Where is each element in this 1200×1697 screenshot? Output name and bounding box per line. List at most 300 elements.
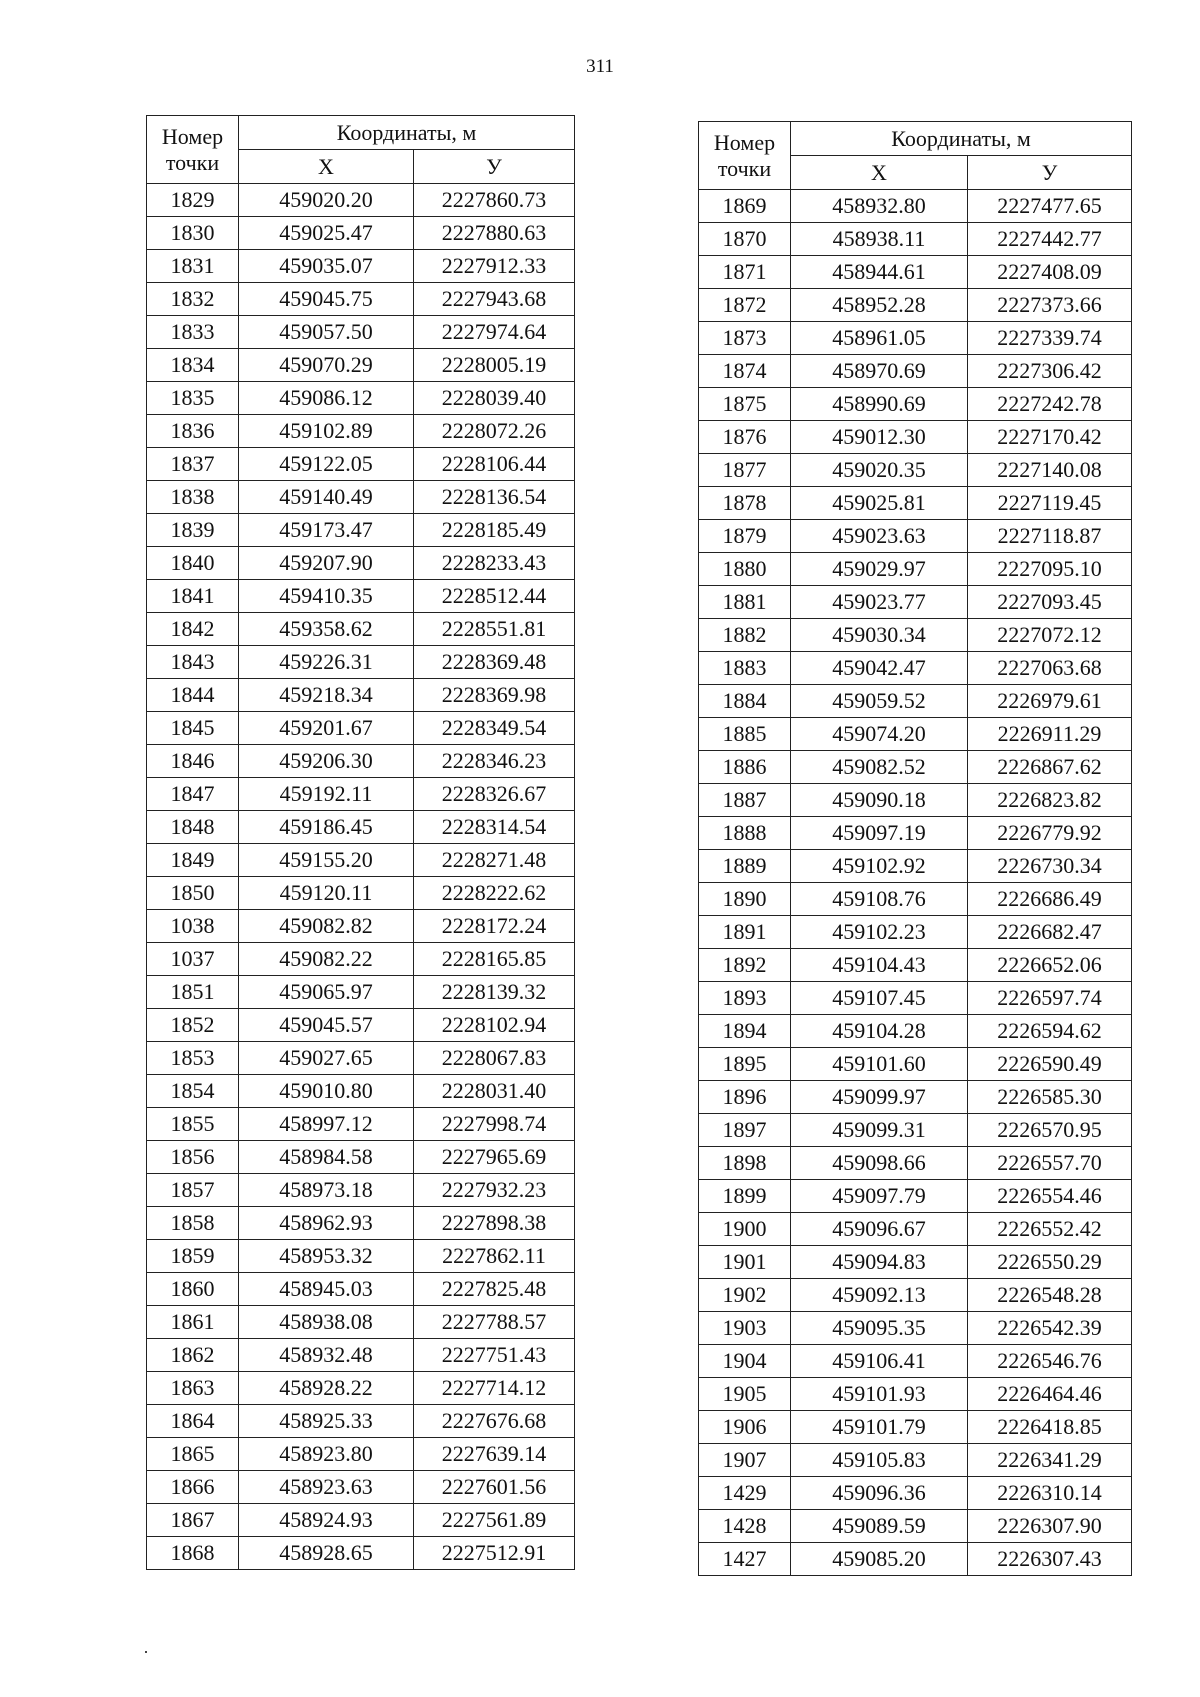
table-row (147, 613, 575, 646)
y-coordinate-cell: 2227912.33 (414, 250, 575, 283)
y-coordinate-cell: 2227639.14 (414, 1438, 575, 1471)
y-coordinate-cell: 2226310.14 (968, 1477, 1132, 1510)
x-coordinate-cell: 458923.80 (239, 1438, 414, 1471)
point-number-cell: 1877 (699, 454, 791, 487)
x-coordinate-cell: 459107.45 (791, 982, 968, 1015)
point-number-cell: 1892 (699, 949, 791, 982)
y-coordinate-cell: 2228005.19 (414, 349, 575, 382)
point-number-cell: 1902 (699, 1279, 791, 1312)
y-coordinate-cell: 2226682.47 (968, 916, 1132, 949)
point-number-cell: 1855 (147, 1108, 239, 1141)
y-coordinate-cell: 2227072.12 (968, 619, 1132, 652)
coordinates-header: Координаты, м (791, 122, 1132, 156)
y-coordinate-cell: 2226542.39 (968, 1312, 1132, 1345)
point-number-cell: 1868 (147, 1537, 239, 1570)
x-coordinate-cell: 459140.49 (239, 481, 414, 514)
point-number-cell: 1901 (699, 1246, 791, 1279)
table-row (699, 454, 1132, 487)
point-number-cell: 1857 (147, 1174, 239, 1207)
point-number-cell: 1898 (699, 1147, 791, 1180)
table-row (699, 1444, 1132, 1477)
y-coordinate-cell: 2227860.73 (414, 184, 575, 217)
y-coordinate-cell: 2226779.92 (968, 817, 1132, 850)
y-coordinate-cell: 2226341.29 (968, 1444, 1132, 1477)
x-coordinate-cell: 459173.47 (239, 514, 414, 547)
point-number-cell: 1883 (699, 652, 791, 685)
x-column-header: Х (239, 150, 414, 184)
table-row (699, 685, 1132, 718)
point-number-cell: 1896 (699, 1081, 791, 1114)
x-coordinate-cell: 458932.80 (791, 190, 968, 223)
table-row (147, 1207, 575, 1240)
x-coordinate-cell: 459102.92 (791, 850, 968, 883)
y-coordinate-cell: 2228271.48 (414, 844, 575, 877)
point-number-cell: 1038 (147, 910, 239, 943)
x-coordinate-cell: 459098.66 (791, 1147, 968, 1180)
table-row (699, 883, 1132, 916)
x-coordinate-cell: 459101.79 (791, 1411, 968, 1444)
table-row (699, 1510, 1132, 1543)
point-number-cell: 1856 (147, 1141, 239, 1174)
x-coordinate-cell: 459082.52 (791, 751, 968, 784)
point-number-cell: 1893 (699, 982, 791, 1015)
y-coordinate-cell: 2228369.48 (414, 646, 575, 679)
table-row (147, 1537, 575, 1570)
table-row (699, 421, 1132, 454)
y-coordinate-cell: 2228139.32 (414, 976, 575, 1009)
y-coordinate-cell: 2226730.34 (968, 850, 1132, 883)
point-number-cell: 1897 (699, 1114, 791, 1147)
y-coordinate-cell: 2226652.06 (968, 949, 1132, 982)
table-row (699, 751, 1132, 784)
table-row (147, 646, 575, 679)
x-coordinate-cell: 459096.36 (791, 1477, 968, 1510)
table-row (699, 1543, 1132, 1576)
point-number-cell: 1844 (147, 679, 239, 712)
y-coordinate-cell: 2226548.28 (968, 1279, 1132, 1312)
point-number-header: Номер точки (699, 122, 791, 190)
x-coordinate-cell: 459010.80 (239, 1075, 414, 1108)
x-coordinate-cell: 458925.33 (239, 1405, 414, 1438)
table-row (699, 289, 1132, 322)
y-coordinate-cell: 2227373.66 (968, 289, 1132, 322)
x-coordinate-cell: 459074.20 (791, 718, 968, 751)
x-coordinate-cell: 458928.22 (239, 1372, 414, 1405)
table-row (699, 1081, 1132, 1114)
x-coordinate-cell: 459025.81 (791, 487, 968, 520)
point-number-cell: 1907 (699, 1444, 791, 1477)
x-coordinate-cell: 458984.58 (239, 1141, 414, 1174)
y-coordinate-cell: 2228512.44 (414, 580, 575, 613)
y-coordinate-cell: 2226979.61 (968, 685, 1132, 718)
point-number-cell: 1879 (699, 520, 791, 553)
point-number-cell: 1837 (147, 448, 239, 481)
point-number-cell: 1829 (147, 184, 239, 217)
y-coordinate-cell: 2226597.74 (968, 982, 1132, 1015)
point-number-cell: 1894 (699, 1015, 791, 1048)
table-row (147, 1273, 575, 1306)
table-row (699, 1378, 1132, 1411)
x-coordinate-cell: 459122.05 (239, 448, 414, 481)
table-row (147, 943, 575, 976)
y-coordinate-cell: 2228072.26 (414, 415, 575, 448)
x-coordinate-cell: 459092.13 (791, 1279, 968, 1312)
table-row (147, 712, 575, 745)
x-coordinate-cell: 459065.97 (239, 976, 414, 1009)
table-body-right (699, 190, 1132, 1576)
point-number-cell: 1037 (147, 943, 239, 976)
point-number-cell: 1903 (699, 1312, 791, 1345)
y-coordinate-cell: 2228106.44 (414, 448, 575, 481)
y-coordinate-cell: 2226823.82 (968, 784, 1132, 817)
y-coordinate-cell: 2227561.89 (414, 1504, 575, 1537)
point-number-cell: 1891 (699, 916, 791, 949)
x-coordinate-cell: 459102.89 (239, 415, 414, 448)
y-coordinate-cell: 2226554.46 (968, 1180, 1132, 1213)
point-number-cell: 1878 (699, 487, 791, 520)
point-number-cell: 1905 (699, 1378, 791, 1411)
point-number-cell: 1864 (147, 1405, 239, 1438)
table-row (147, 1504, 575, 1537)
y-coordinate-cell: 2227862.11 (414, 1240, 575, 1273)
x-coordinate-cell: 459025.47 (239, 217, 414, 250)
table-row (699, 784, 1132, 817)
table-row (699, 355, 1132, 388)
y-coordinate-cell: 2227825.48 (414, 1273, 575, 1306)
y-coordinate-cell: 2226557.70 (968, 1147, 1132, 1180)
x-coordinate-cell: 458945.03 (239, 1273, 414, 1306)
point-number-cell: 1874 (699, 355, 791, 388)
table-row (699, 553, 1132, 586)
point-number-cell: 1833 (147, 316, 239, 349)
x-coordinate-cell: 459029.97 (791, 553, 968, 586)
y-coordinate-cell: 2227408.09 (968, 256, 1132, 289)
x-coordinate-cell: 459358.62 (239, 613, 414, 646)
point-number-cell: 1881 (699, 586, 791, 619)
point-number-cell: 1830 (147, 217, 239, 250)
point-number-cell: 1850 (147, 877, 239, 910)
table-row (147, 217, 575, 250)
table-row (147, 547, 575, 580)
y-coordinate-cell: 2228067.83 (414, 1042, 575, 1075)
x-coordinate-cell: 459059.52 (791, 685, 968, 718)
x-coordinate-cell: 459410.35 (239, 580, 414, 613)
table-row (699, 1411, 1132, 1444)
x-coordinate-cell: 458970.69 (791, 355, 968, 388)
table-row (147, 745, 575, 778)
table-row (147, 679, 575, 712)
y-coordinate-cell: 2227063.68 (968, 652, 1132, 685)
x-coordinate-cell: 459155.20 (239, 844, 414, 877)
table-row (147, 976, 575, 1009)
y-coordinate-cell: 2227965.69 (414, 1141, 575, 1174)
point-number-cell: 1885 (699, 718, 791, 751)
table-row (699, 1015, 1132, 1048)
point-number-cell: 1859 (147, 1240, 239, 1273)
table-row (147, 1405, 575, 1438)
point-number-cell: 1847 (147, 778, 239, 811)
y-coordinate-cell: 2226307.90 (968, 1510, 1132, 1543)
y-coordinate-cell: 2228222.62 (414, 877, 575, 910)
y-coordinate-cell: 2227442.77 (968, 223, 1132, 256)
y-coordinate-cell: 2228165.85 (414, 943, 575, 976)
x-coordinate-cell: 459082.82 (239, 910, 414, 943)
point-number-cell: 1870 (699, 223, 791, 256)
point-number-cell: 1848 (147, 811, 239, 844)
x-coordinate-cell: 458924.93 (239, 1504, 414, 1537)
x-coordinate-cell: 459099.97 (791, 1081, 968, 1114)
x-coordinate-cell: 459023.77 (791, 586, 968, 619)
table-row (147, 481, 575, 514)
y-coordinate-cell: 2226550.29 (968, 1246, 1132, 1279)
table-row (699, 916, 1132, 949)
table-row (699, 619, 1132, 652)
x-coordinate-cell: 459089.59 (791, 1510, 968, 1543)
table-row (147, 1306, 575, 1339)
table-row (699, 1180, 1132, 1213)
y-coordinate-cell: 2228233.43 (414, 547, 575, 580)
coordinates-header: Координаты, м (239, 116, 575, 150)
point-number-cell: 1834 (147, 349, 239, 382)
table-row (699, 850, 1132, 883)
y-coordinate-cell: 2228314.54 (414, 811, 575, 844)
y-coordinate-cell: 2228102.94 (414, 1009, 575, 1042)
y-coordinate-cell: 2226307.43 (968, 1543, 1132, 1576)
table-row (147, 514, 575, 547)
coordinates-table-right (698, 121, 1132, 1576)
point-number-cell: 1863 (147, 1372, 239, 1405)
table-row (147, 1471, 575, 1504)
table-row (699, 487, 1132, 520)
point-number-cell: 1865 (147, 1438, 239, 1471)
point-number-cell: 1872 (699, 289, 791, 322)
x-coordinate-cell: 459035.07 (239, 250, 414, 283)
coordinates-table-left (146, 115, 575, 1570)
point-number-cell: 1832 (147, 283, 239, 316)
point-number-cell: 1843 (147, 646, 239, 679)
point-number-header: Номер точки (147, 116, 239, 184)
table-row (699, 520, 1132, 553)
x-coordinate-cell: 459012.30 (791, 421, 968, 454)
point-number-cell: 1887 (699, 784, 791, 817)
table-row (147, 316, 575, 349)
y-coordinate-cell: 2227118.87 (968, 520, 1132, 553)
point-number-cell: 1875 (699, 388, 791, 421)
table-row (699, 1048, 1132, 1081)
y-coordinate-cell: 2227788.57 (414, 1306, 575, 1339)
y-coordinate-cell: 2226570.95 (968, 1114, 1132, 1147)
x-coordinate-cell: 459101.60 (791, 1048, 968, 1081)
table-row (699, 1213, 1132, 1246)
table-row (699, 223, 1132, 256)
table-row (147, 1240, 575, 1273)
point-number-cell: 1838 (147, 481, 239, 514)
y-coordinate-cell: 2228349.54 (414, 712, 575, 745)
point-number-cell: 1869 (699, 190, 791, 223)
y-coordinate-cell: 2227512.91 (414, 1537, 575, 1570)
point-number-cell: 1860 (147, 1273, 239, 1306)
x-coordinate-cell: 459186.45 (239, 811, 414, 844)
y-coordinate-cell: 2228031.40 (414, 1075, 575, 1108)
table-row (147, 877, 575, 910)
y-coordinate-cell: 2228551.81 (414, 613, 575, 646)
table-row (147, 1075, 575, 1108)
point-number-cell: 1888 (699, 817, 791, 850)
y-column-header: У (414, 150, 575, 184)
table-row (699, 1114, 1132, 1147)
x-coordinate-cell: 459102.23 (791, 916, 968, 949)
point-number-cell: 1429 (699, 1477, 791, 1510)
table-row (699, 1279, 1132, 1312)
point-number-cell: 1906 (699, 1411, 791, 1444)
x-column-header: Х (791, 156, 968, 190)
x-coordinate-cell: 459042.47 (791, 652, 968, 685)
y-coordinate-cell: 2227477.65 (968, 190, 1132, 223)
point-number-cell: 1851 (147, 976, 239, 1009)
y-coordinate-cell: 2227998.74 (414, 1108, 575, 1141)
y-coordinate-cell: 2228369.98 (414, 679, 575, 712)
y-coordinate-cell: 2226546.76 (968, 1345, 1132, 1378)
y-coordinate-cell: 2228326.67 (414, 778, 575, 811)
point-number-cell: 1840 (147, 547, 239, 580)
x-coordinate-cell: 458928.65 (239, 1537, 414, 1570)
x-coordinate-cell: 459104.28 (791, 1015, 968, 1048)
table-row (699, 256, 1132, 289)
y-coordinate-cell: 2227095.10 (968, 553, 1132, 586)
point-number-cell: 1904 (699, 1345, 791, 1378)
x-coordinate-cell: 459020.20 (239, 184, 414, 217)
y-coordinate-cell: 2227714.12 (414, 1372, 575, 1405)
point-number-cell: 1842 (147, 613, 239, 646)
point-number-cell: 1886 (699, 751, 791, 784)
x-coordinate-cell: 459218.34 (239, 679, 414, 712)
x-coordinate-cell: 459108.76 (791, 883, 968, 916)
x-coordinate-cell: 459086.12 (239, 382, 414, 415)
y-coordinate-cell: 2227242.78 (968, 388, 1132, 421)
x-coordinate-cell: 459201.67 (239, 712, 414, 745)
x-coordinate-cell: 459082.22 (239, 943, 414, 976)
x-coordinate-cell: 459030.34 (791, 619, 968, 652)
point-number-cell: 1428 (699, 1510, 791, 1543)
point-number-cell: 1895 (699, 1048, 791, 1081)
x-coordinate-cell: 459023.63 (791, 520, 968, 553)
point-number-cell: 1831 (147, 250, 239, 283)
table-row (147, 448, 575, 481)
y-coordinate-cell: 2227306.42 (968, 355, 1132, 388)
x-coordinate-cell: 459101.93 (791, 1378, 968, 1411)
point-number-cell: 1849 (147, 844, 239, 877)
x-coordinate-cell: 459099.31 (791, 1114, 968, 1147)
point-number-cell: 1862 (147, 1339, 239, 1372)
y-coordinate-cell: 2226585.30 (968, 1081, 1132, 1114)
x-coordinate-cell: 458923.63 (239, 1471, 414, 1504)
table-row (699, 1312, 1132, 1345)
point-number-cell: 1899 (699, 1180, 791, 1213)
x-coordinate-cell: 458961.05 (791, 322, 968, 355)
y-coordinate-cell: 2228185.49 (414, 514, 575, 547)
point-number-cell: 1890 (699, 883, 791, 916)
x-coordinate-cell: 458990.69 (791, 388, 968, 421)
point-number-cell: 1854 (147, 1075, 239, 1108)
table-row (699, 388, 1132, 421)
y-coordinate-cell: 2226594.62 (968, 1015, 1132, 1048)
x-coordinate-cell: 459094.83 (791, 1246, 968, 1279)
x-coordinate-cell: 459097.79 (791, 1180, 968, 1213)
x-coordinate-cell: 459105.83 (791, 1444, 968, 1477)
x-coordinate-cell: 459045.75 (239, 283, 414, 316)
point-number-cell: 1873 (699, 322, 791, 355)
table-body-left (147, 184, 575, 1570)
table-row (147, 1108, 575, 1141)
y-coordinate-cell: 2226464.46 (968, 1378, 1132, 1411)
y-coordinate-cell: 2227093.45 (968, 586, 1132, 619)
y-coordinate-cell: 2227676.68 (414, 1405, 575, 1438)
point-number-cell: 1839 (147, 514, 239, 547)
y-coordinate-cell: 2227339.74 (968, 322, 1132, 355)
table-row (147, 580, 575, 613)
table-row (699, 1246, 1132, 1279)
x-coordinate-cell: 459096.67 (791, 1213, 968, 1246)
x-coordinate-cell: 459226.31 (239, 646, 414, 679)
x-coordinate-cell: 458962.93 (239, 1207, 414, 1240)
y-coordinate-cell: 2227932.23 (414, 1174, 575, 1207)
y-coordinate-cell: 2226590.49 (968, 1048, 1132, 1081)
table-row (147, 283, 575, 316)
table-row (147, 1009, 575, 1042)
table-row (147, 1438, 575, 1471)
table-row (147, 1042, 575, 1075)
x-coordinate-cell: 459095.35 (791, 1312, 968, 1345)
x-coordinate-cell: 459090.18 (791, 784, 968, 817)
x-coordinate-cell: 459206.30 (239, 745, 414, 778)
x-coordinate-cell: 458952.28 (791, 289, 968, 322)
table-row (699, 1477, 1132, 1510)
point-number-cell: 1884 (699, 685, 791, 718)
y-coordinate-cell: 2227943.68 (414, 283, 575, 316)
table-row (147, 1141, 575, 1174)
x-coordinate-cell: 459104.43 (791, 949, 968, 982)
y-coordinate-cell: 2228172.24 (414, 910, 575, 943)
table-row (147, 778, 575, 811)
y-coordinate-cell: 2226867.62 (968, 751, 1132, 784)
point-number-cell: 1427 (699, 1543, 791, 1576)
y-coordinate-cell: 2227974.64 (414, 316, 575, 349)
x-coordinate-cell: 458932.48 (239, 1339, 414, 1372)
x-coordinate-cell: 458938.08 (239, 1306, 414, 1339)
y-column-header: У (968, 156, 1132, 190)
x-coordinate-cell: 459020.35 (791, 454, 968, 487)
table-row (699, 817, 1132, 850)
x-coordinate-cell: 458944.61 (791, 256, 968, 289)
point-number-cell: 1858 (147, 1207, 239, 1240)
point-number-cell: 1876 (699, 421, 791, 454)
table-row (147, 415, 575, 448)
table-row (699, 322, 1132, 355)
y-coordinate-cell: 2226418.85 (968, 1411, 1132, 1444)
table-row (147, 811, 575, 844)
point-number-cell: 1866 (147, 1471, 239, 1504)
x-coordinate-cell: 458938.11 (791, 223, 968, 256)
x-coordinate-cell: 459097.19 (791, 817, 968, 850)
table-row (147, 184, 575, 217)
y-coordinate-cell: 2227751.43 (414, 1339, 575, 1372)
table-row (699, 586, 1132, 619)
point-number-cell: 1853 (147, 1042, 239, 1075)
point-number-cell: 1835 (147, 382, 239, 415)
x-coordinate-cell: 459057.50 (239, 316, 414, 349)
scan-speck (145, 1651, 147, 1653)
table-row (699, 949, 1132, 982)
